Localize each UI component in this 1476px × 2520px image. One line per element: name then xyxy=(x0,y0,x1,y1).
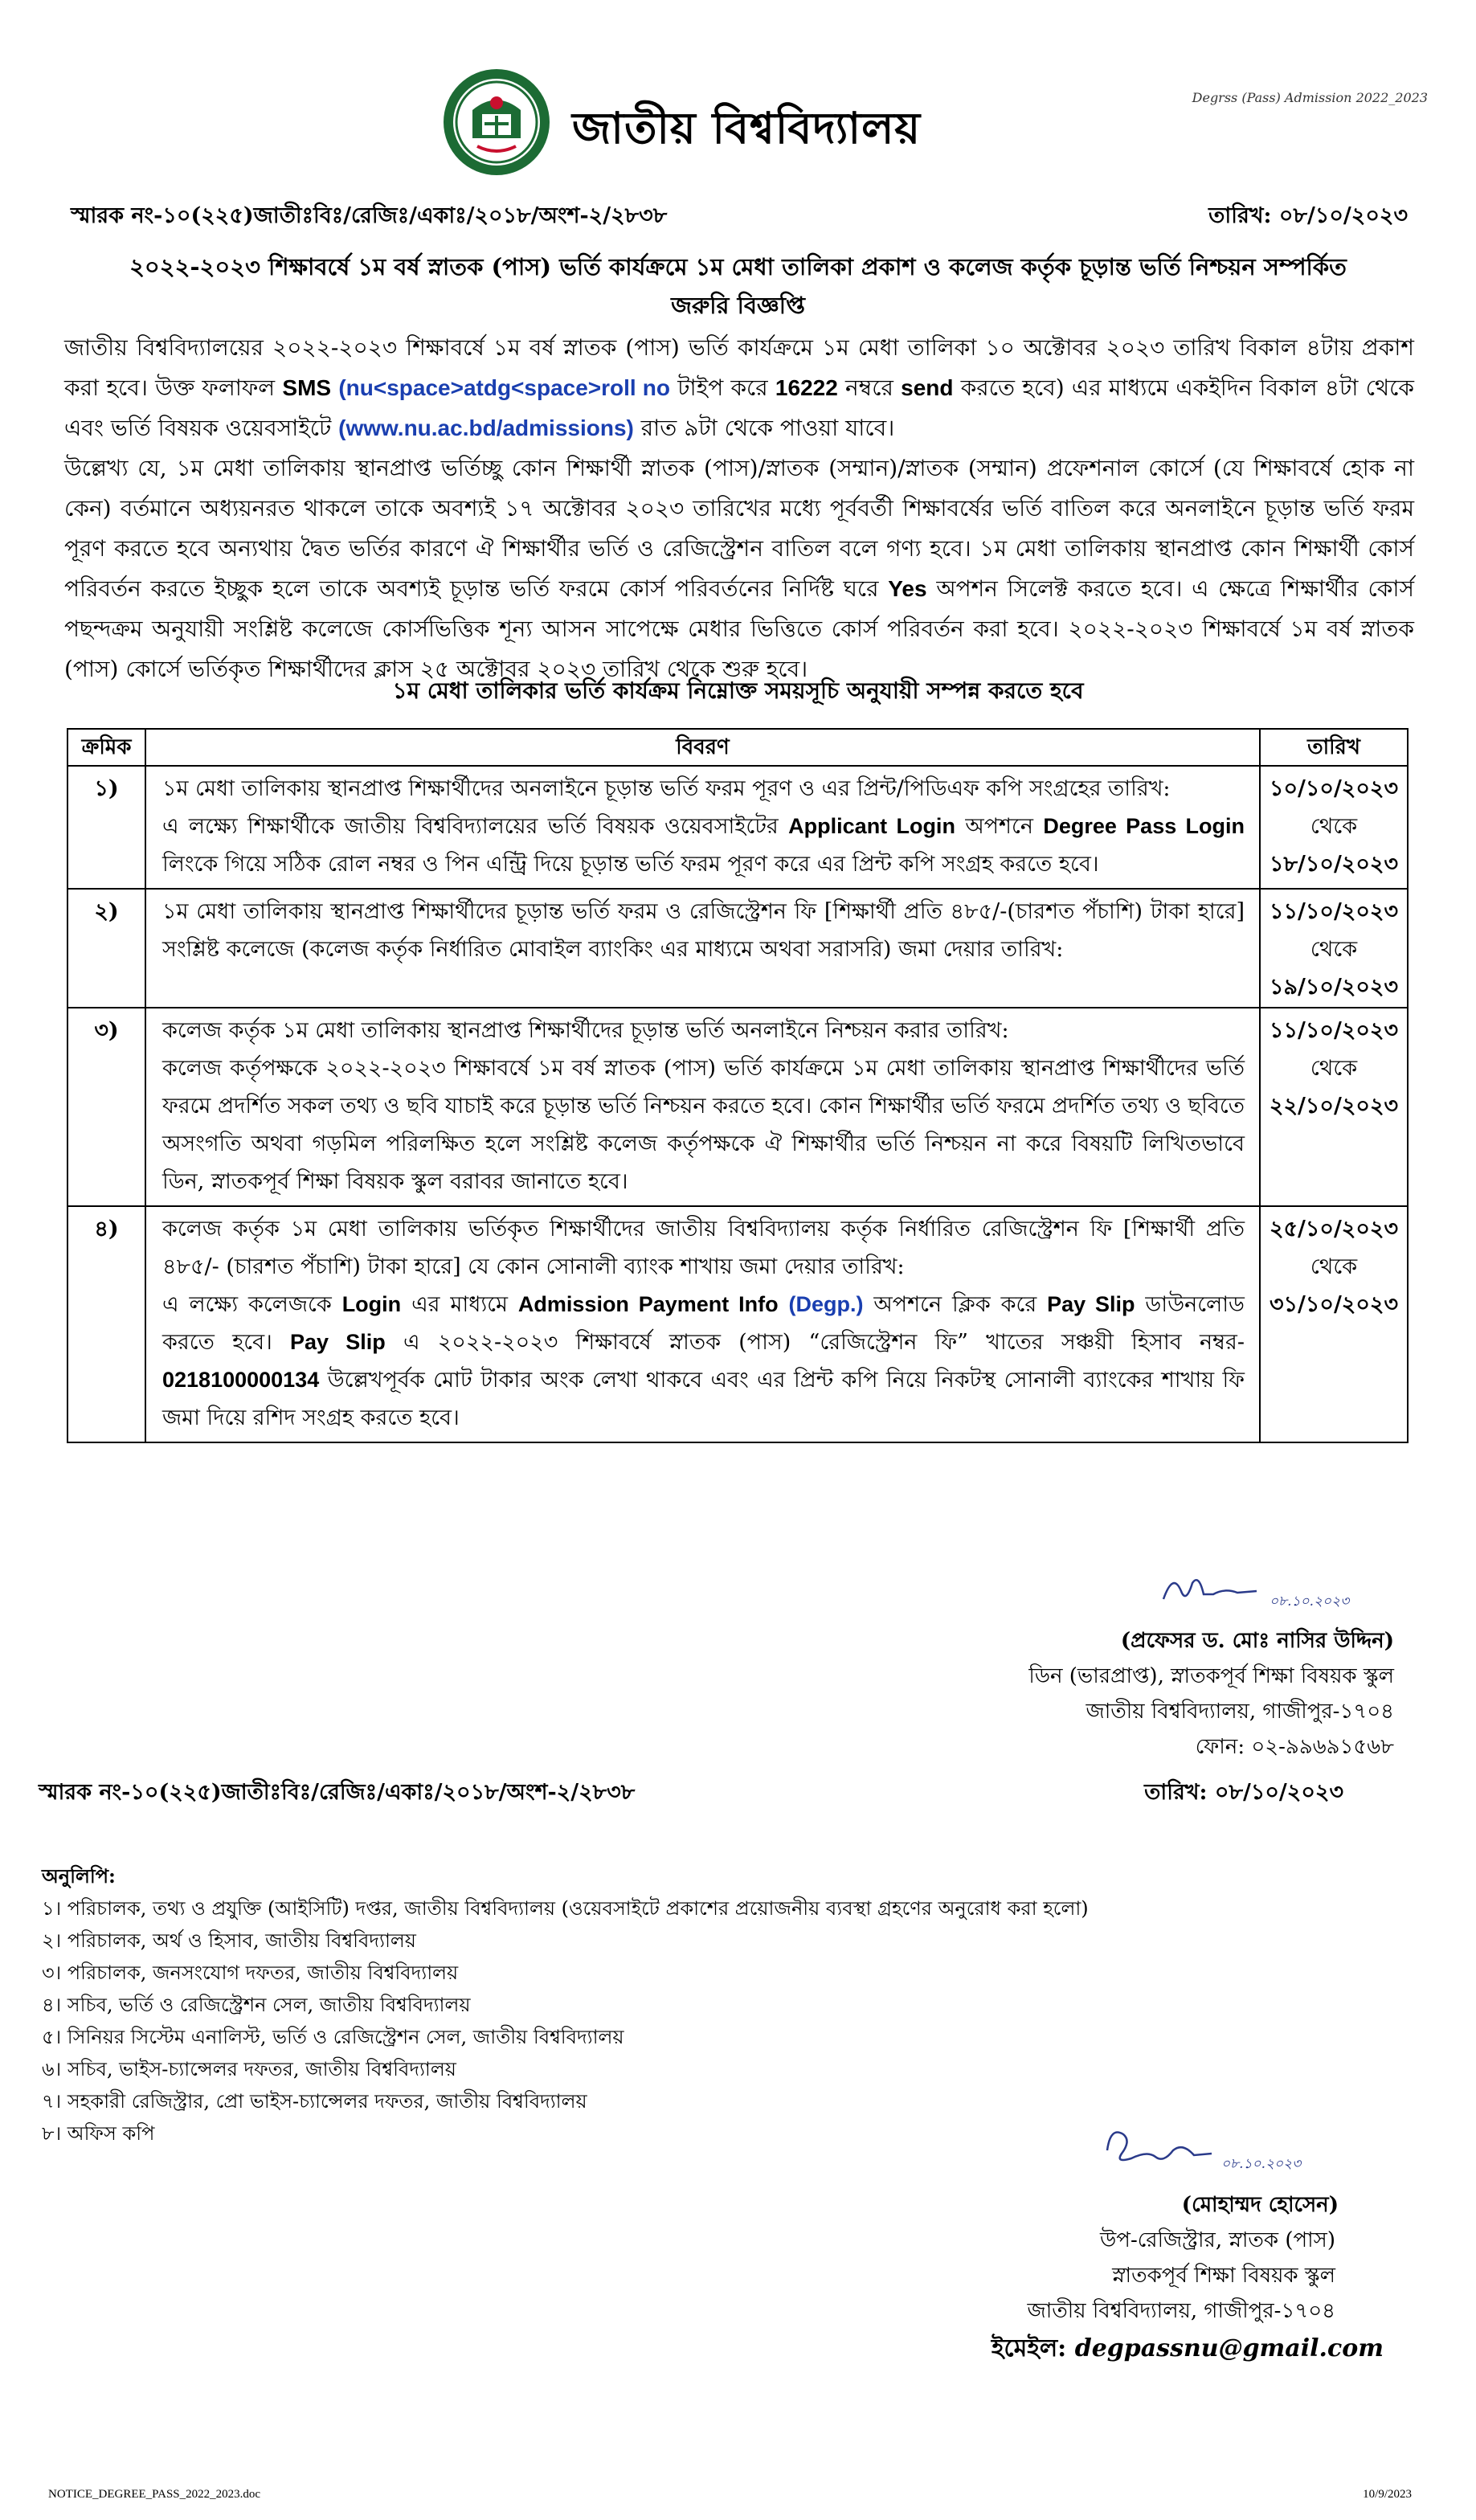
admission-website-link[interactable]: (www.nu.ac.bd/admissions) xyxy=(338,415,634,440)
yes-option: Yes xyxy=(888,576,927,601)
cc-heading: অনুলিপি: xyxy=(42,1864,116,1888)
email-address[interactable]: degpassnu@gmail.com xyxy=(1074,2334,1384,2362)
list-item: ৭। সহকারী রেজিস্ট্রার, প্রো ভাইস-চ্যান্সেলর দফতর, জাতীয় বিশ্ববিদ্যালয় xyxy=(42,2090,587,2113)
footer-filename: NOTICE_DEGREE_PASS_2022_2023.doc xyxy=(48,2488,261,2501)
row-serial: ৩) xyxy=(67,1008,145,1206)
date-from: ১১/১০/২০২৩ xyxy=(1269,1018,1399,1043)
intro-paragraph-2 xyxy=(64,448,1414,689)
date-separator: থেকে xyxy=(1310,1254,1358,1279)
signature-2-date: ০৮.১০.২০২৩ xyxy=(1221,2156,1302,2172)
intro-text-span: উল্লেখ্য যে, ১ম মেধা তালিকায় স্থানপ্রাপ্ত ভর্তিচ্ছু কোন শিক্ষার্থী স্নাতক (পাস)/স্নাতক (সম্মান)/স্নাতক (সম্মান) প্রফেশনাল কোর্সে (যে শিক্ষাবর্ষে হোক না কেন) বর্তমানে অধ্যয়নরত থাকলে তাকে অবশ্যই ১৭ অক্টোবর ২০২৩ তারিখের মধ্যে পূর্ববর্তী শিক্ষাবর্ষের ভর্তি বাতিল করে অনলাইনে চূড়ান্ত ভর্তি ফরম পূরণ করতে হবে অন্যথায় দ্বৈত ভর্তির কারণে ঐ শিক্ষার্থীর ভর্তি ও রেজিস্ট্রেশন বাতিল বলে গণ্য হবে। ১ম মেধা তালিকায় স্থানপ্রাপ্ত কোন শিক্ষার্থী কোর্স পরিবর্তন করতে ইচ্ছুক হলে তাকে অবশ্যই চূড়ান্ত ভর্তি ফরমে কোর্স পরিবর্তনের নির্দিষ্ট ঘরে xyxy=(64,455,1414,602)
top-note: Degrss (Pass) Admission 2022_2023 xyxy=(1192,90,1428,105)
intro-text-span: রাত ৯টা থেকে পাওয়া যাবে। xyxy=(640,415,895,441)
login-keyword: Login xyxy=(341,1292,402,1316)
header-date: তারিখ xyxy=(1260,729,1408,766)
signer-2-designation: উপ-রেজিস্ট্রার, স্নাতক (পাস) xyxy=(1100,2228,1335,2252)
desc-span: ডাউনলোড করতে হবে। xyxy=(162,1292,1245,1355)
desc-line: কলেজ কর্তৃপক্ষকে ২০২২-২০২৩ শিক্ষাবর্ষে ১ম বর্ষ স্নাতক (পাস) ভর্তি কার্যক্রমে ১ম মেধা তালিকায় স্থানপ্রাপ্ত শিক্ষার্থীদের ভর্তি ফরমে প্রদর্শিত সকল তথ্য ও ছবি যাচাই করে চূড়ান্ত ভর্তি নিশ্চয়ন করতে হবে। কোন শিক্ষার্থীর ভর্তি ফরমে প্রদর্শিত তথ্য ও ছবিতে অসংগতি অথবা গড়মিল পরিলক্ষিত হলে সংশ্লিষ্ট কলেজ কর্তৃপক্ষকে ঐ শিক্ষার্থীর ভর্তি নিশ্চয়ন না করে বিষয়টি লিখিতভাবে ডিন, স্নাতকপূর্ব শিক্ষা বিষয়ক স্কুল বরাবর জানাতে হবে। xyxy=(162,1056,1245,1194)
intro-text-span: অপশন সিলেক্ট করতে হবে। এ ক্ষেত্রে শিক্ষার্থীর কোর্স পছন্দক্রম অনুযায়ী সংশ্লিষ্ট কলেজে কোর্সভিত্তিক শূন্য আসন সাপেক্ষে মেধার ভিত্তিতে কোর্স পরিবর্তন করা হবে। ২০২২-২০২৩ শিক্ষাবর্ষে ১ম বর্ষ স্নাতক (পাস) কোর্সে ভর্তিকৃত শিক্ষার্থীদের ক্লাস ২৫ অক্টোবর ২০২৩ তারিখ থেকে শুরু হবে। xyxy=(64,575,1415,682)
intro-text-span: করতে হবে) এর মাধ্যমে একইদিন বিকাল ৪টা থেকে এবং ভর্তি বিষয়ক ওয়েবসাইটে xyxy=(64,374,1414,441)
notice-title-line1: ২০২২-২০২৩ শিক্ষাবর্ষে ১ম বর্ষ স্নাতক (পাস) ভর্তি কার্যক্রমে ১ম মেধা তালিকা প্রকাশ ও কলেজ কর্তৃক চূড়ান্ত ভর্তি নিশ্চয়ন সম্পর্কিত xyxy=(129,253,1347,280)
desc-span: এ লক্ষ্যে কলেজকে xyxy=(162,1292,332,1317)
signature-1 xyxy=(1157,1567,1261,1615)
table-header-row xyxy=(67,729,1408,766)
desc-line: কলেজ কর্তৃক ১ম মেধা তালিকায় ভর্তিকৃত শিক্ষার্থীদের জাতীয় বিশ্ববিদ্যালয় কর্তৃক নির্ধারিত রেজিস্ট্রেশন ফি [শিক্ষার্থী প্রতি ৪৮৫/- (চারশত পঁচাশি) টাকা হারে] যে কোন সোনালী ব্যাংক শাখায় জমা দেয়ার তারিখ: xyxy=(162,1217,1245,1279)
header-description: বিবরণ xyxy=(145,729,1260,766)
university-logo xyxy=(440,66,553,178)
list-item: ৩। পরিচালক, জনসংযোগ দফতর, জাতীয় বিশ্ববিদ্যালয় xyxy=(42,1962,459,1984)
desc-line: ১ম মেধা তালিকায় স্থানপ্রাপ্ত শিক্ষার্থীদের অনলাইনে চূড়ান্ত ভর্তি ফরম পূরণ ও এর প্রিন্ট/পিডিএফ কপি সংগ্রহের তারিখ: xyxy=(162,776,1171,801)
date-from: ১০/১০/২০২৩ xyxy=(1269,776,1399,801)
notice-title-line2: জরুরি বিজ্ঞপ্তি xyxy=(671,292,805,319)
row-description xyxy=(145,1206,1260,1442)
row-serial: ১) xyxy=(67,766,145,889)
table-row xyxy=(67,1206,1408,1442)
signature-2 xyxy=(1099,2118,1220,2178)
row-dates xyxy=(1260,766,1408,889)
table-row xyxy=(67,766,1408,889)
sms-number: 16222 xyxy=(775,375,838,400)
intro-text xyxy=(64,328,1414,689)
list-item: ৪। সচিব, ভর্তি ও রেজিস্ট্রেশন সেল, জাতীয় বিশ্ববিদ্যালয় xyxy=(42,1994,471,2016)
row-serial: ৪) xyxy=(67,1206,145,1442)
row-description xyxy=(145,1008,1260,1206)
intro-text-span: জাতীয় বিশ্ববিদ্যালয়ের ২০২২-২০২৩ শিক্ষাবর্ষে ১ম বর্ষ স্নাতক (পাস) ভর্তি কার্যক্রমে ১ম মেধা তালিকা ১০ অক্টোবর ২০২৩ তারিখ বিকাল ৪টায় প্রকাশ করা হবে। উক্ত ফলাফল xyxy=(64,334,1414,401)
date-from: ২৫/১০/২০২৩ xyxy=(1269,1217,1399,1242)
signer-2-name: (মোহাম্মদ হোসেন) xyxy=(1181,2193,1339,2217)
list-item: ৫। সিনিয়র সিস্টেম এনালিস্ট, ভর্তি ও রেজিস্ট্রেশন সেল, জাতীয় বিশ্ববিদ্যালয় xyxy=(42,2026,624,2048)
desc-span: লিংকে গিয়ে সঠিক রোল নম্বর ও পিন এন্ট্রি দিয়ে চূড়ান্ত ভর্তি ফরম পূরণ করে এর প্রিন্ট কপি সংগ্রহ করতে হবে। xyxy=(162,852,1099,877)
email-label: ইমেইল: xyxy=(991,2334,1067,2362)
sms-format: (nu<space>atdg<space>roll no xyxy=(338,375,671,400)
desc-span: অপশনে xyxy=(965,814,1033,839)
row-description xyxy=(145,889,1260,1008)
desc-line xyxy=(162,1286,1245,1437)
intro-text-span: নম্বরে xyxy=(845,374,893,401)
date-to: ১৯/১০/২০২৩ xyxy=(1269,975,1399,1000)
date-separator: থেকে xyxy=(1310,1056,1358,1081)
row-dates xyxy=(1260,1008,1408,1206)
signer-1-phone: ফোন: ০২-৯৯৬৯১৫৬৮ xyxy=(1195,1735,1394,1759)
desc-span: এ ২০২২-২০২৩ শিক্ষাবর্ষে স্নাতক (পাস) “রেজিস্ট্রেশন ফি” খাতের সঞ্চয়ী হিসাব নম্বর- xyxy=(403,1330,1245,1355)
date-to: ১৮/১০/২০২৩ xyxy=(1269,852,1399,877)
desc-line xyxy=(162,808,1245,883)
signer-1-designation: ডিন (ভারপ্রাপ্ত), স্নাতকপূর্ব শিক্ষা বিষয়ক স্কুল xyxy=(1028,1664,1394,1688)
list-item: ৮। অফিস কপি xyxy=(42,2122,155,2145)
admission-payment-info-option: Admission Payment Info xyxy=(517,1292,779,1316)
date-separator: থেকে xyxy=(1310,814,1358,839)
signer-1-name: (প্রফেসর ড. মোঃ নাসির উদ্দিন) xyxy=(1120,1629,1394,1653)
pay-slip-keyword: Pay Slip xyxy=(290,1330,386,1354)
account-number: 0218100000134 xyxy=(162,1368,320,1392)
table-row xyxy=(67,889,1408,1008)
send-keyword: send xyxy=(901,375,954,400)
desc-span: অপশনে ক্লিক করে xyxy=(873,1292,1037,1317)
row-description xyxy=(145,766,1260,889)
schedule-heading: ১ম মেধা তালিকার ভর্তি কার্যক্রম নিম্নোক্ত সময়সূচি অনুযায়ী সম্পন্ন করতে হবে xyxy=(392,677,1084,704)
desc-span: এর মাধ্যমে xyxy=(411,1292,508,1317)
list-item: ১। পরিচালক, তথ্য ও প্রযুক্তি (আইসিটি) দপ্তর, জাতীয় বিশ্ববিদ্যালয় (ওয়েবসাইটে প্রকাশের প্রয়োজনীয় ব্যবস্থা গ্রহণের অনুরোধ করা হলো) xyxy=(42,1897,1089,1920)
applicant-login-option: Applicant Login xyxy=(788,814,955,838)
desc-line: ১ম মেধা তালিকায় স্থানপ্রাপ্ত শিক্ষার্থীদের চূড়ান্ত ভর্তি ফরম ও রেজিস্ট্রেশন ফি [শিক্ষার্থী প্রতি ৪৮৫/-(চারশত পঁচাশি) টাকা হারে] সংশ্লিষ্ট কলেজে (কলেজ কর্তৃক নির্ধারিত মোবাইল ব্যাংকিং এর মাধ্যমে অথবা সরাসরি) জমা দেয়ার তারিখ: xyxy=(162,899,1245,962)
signature-1-block xyxy=(1028,1623,1394,1765)
row-serial: ২) xyxy=(67,889,145,1008)
signature-scribble-icon xyxy=(1157,1567,1261,1612)
email-line xyxy=(991,2329,1384,2370)
pay-slip-keyword: Pay Slip xyxy=(1047,1292,1135,1316)
date-to: ২২/১০/২০২৩ xyxy=(1269,1094,1399,1119)
intro-paragraph-1 xyxy=(64,328,1414,448)
memo-date-2: তারিখ: ০৮/১০/২০২৩ xyxy=(1144,1780,1343,1805)
desc-span: উল্লেখপূর্বক মোট টাকার অংক লেখা থাকবে এবং এর প্রিন্ট কপি নিয়ে নিকটস্থ সোনালী ব্যাংকের শাখায় ফি জমা দিয়ে রশিদ সংগ্রহ করতে হবে। xyxy=(162,1368,1245,1430)
signer-2-dept: স্নাতকপূর্ব শিক্ষা বিষয়ক স্কুল xyxy=(1112,2264,1335,2288)
memo-ref: স্মারক নং-১০(২২৫)জাতীঃবিঃ/রেজিঃ/একাঃ/২০১৮/অংশ-২/২৮৩৮ xyxy=(71,203,668,228)
footer-date: 10/9/2023 xyxy=(1363,2488,1412,2501)
date-separator: থেকে xyxy=(1310,937,1358,962)
desc-line: কলেজ কর্তৃক ১ম মেধা তালিকায় স্থানপ্রাপ্ত শিক্ষার্থীদের চূড়ান্ত ভর্তি অনলাইনে নিশ্চয়ন করার তারিখ: xyxy=(162,1018,1009,1043)
list-item: ২। পরিচালক, অর্থ ও হিসাব, জাতীয় বিশ্ববিদ্যালয় xyxy=(42,1929,416,1952)
list-item: ৬। সচিব, ভাইস-চ্যান্সেলর দফতর, জাতীয় বিশ্ববিদ্যালয় xyxy=(42,2058,456,2080)
signer-2-org: জাতীয় বিশ্ববিদ্যালয়, গাজীপুর-১৭০৪ xyxy=(1027,2299,1335,2323)
memo-ref-2: স্মারক নং-১০(২২৫)জাতীঃবিঃ/রেজিঃ/একাঃ/২০১৮/অংশ-২/২৮৩৮ xyxy=(39,1780,636,1805)
row-dates xyxy=(1260,1206,1408,1442)
memo-date: তারিখ: ০৮/১০/২০২৩ xyxy=(1208,203,1408,228)
degree-pass-login-link: Degree Pass Login xyxy=(1043,814,1245,838)
row-dates xyxy=(1260,889,1408,1008)
date-from: ১১/১০/২০২৩ xyxy=(1269,899,1399,924)
date-to: ৩১/১০/২০২৩ xyxy=(1269,1292,1399,1317)
header-serial: ক্রমিক xyxy=(67,729,145,766)
table-row xyxy=(67,1008,1408,1206)
signature-2-block xyxy=(1027,2187,1339,2329)
signature-scribble-icon xyxy=(1099,2118,1220,2174)
desc-span: এ লক্ষ্যে শিক্ষার্থীকে জাতীয় বিশ্ববিদ্যালয়ের ভর্তি বিষয়ক ওয়েবসাইটের xyxy=(162,814,779,839)
sms-label: SMS xyxy=(282,375,332,400)
signature-1-date: ০৮.১০.২০২৩ xyxy=(1270,1593,1350,1610)
cc-list xyxy=(42,1860,1089,2150)
degp-label: (Degp.) xyxy=(788,1292,864,1316)
intro-text-span: টাইপ করে xyxy=(677,374,768,401)
university-seal-icon xyxy=(440,66,553,178)
schedule-table xyxy=(67,728,1409,1443)
university-name: জাতীয় বিশ্ববিদ্যালয় xyxy=(572,102,922,153)
signer-1-org: জাতীয় বিশ্ববিদ্যালয়, গাজীপুর-১৭০৪ xyxy=(1086,1700,1394,1724)
notice-title xyxy=(48,248,1428,325)
